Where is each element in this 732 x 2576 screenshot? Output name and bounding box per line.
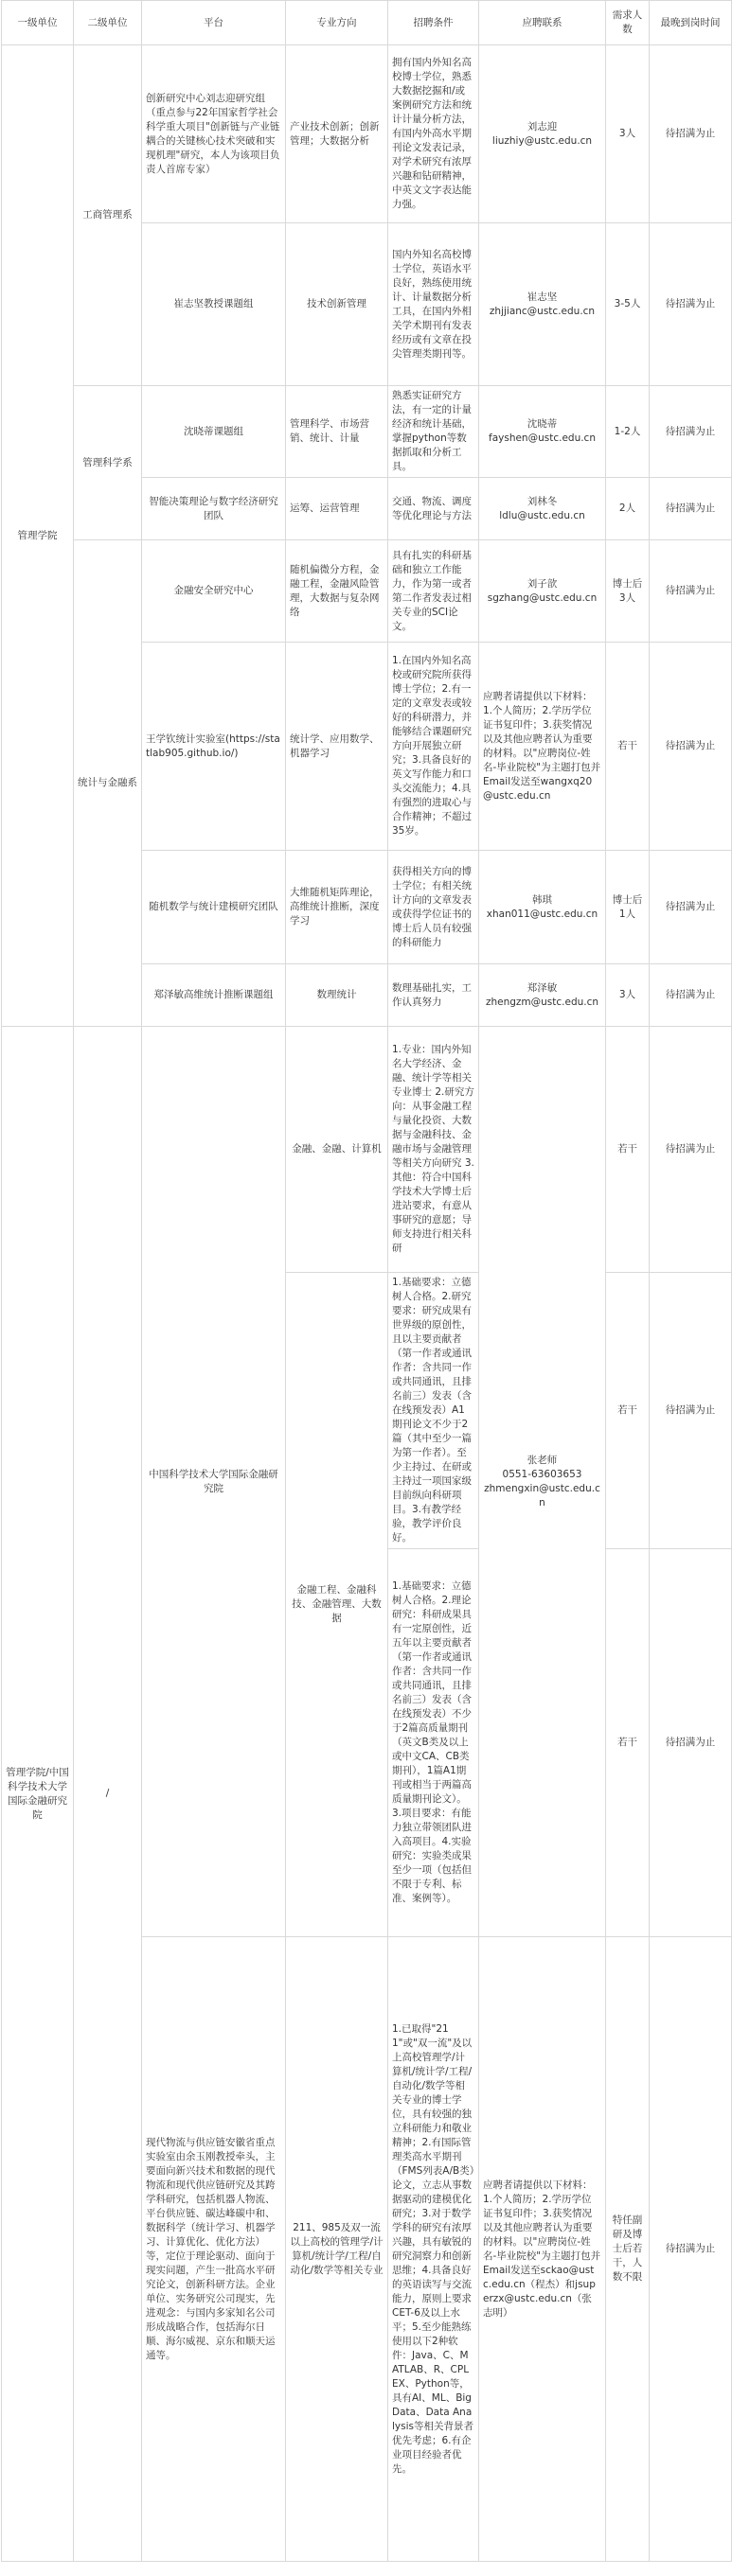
table-row: [2, 386, 732, 478]
requirement-cell: 交通、物流、调度等优化理论与方法: [388, 478, 479, 540]
requirement-cell: 熟悉实证研究方法，有一定的计量经济和统计基础，掌握python等数据抓取和分析工具。: [388, 386, 479, 478]
header-cell: 最晚到岗时间: [650, 1, 732, 45]
unit-l2-cell: 工商管理系: [74, 45, 142, 386]
contact-cell: 刘子歆 sgzhang@ustc.edu.cn: [479, 540, 606, 643]
platform-cell: 郑泽敏高维统计推断课题组: [142, 964, 286, 1027]
headcount-cell: 3人: [606, 45, 650, 223]
unit-l2-cell: 统计与金融系: [74, 540, 142, 1027]
direction-cell: 管理科学、市场营销、统计、计量: [286, 386, 388, 478]
headcount-cell: 若干: [606, 643, 650, 851]
header-cell: 需求人数: [606, 1, 650, 45]
platform-cell: 随机数学与统计建模研究团队: [142, 851, 286, 964]
direction-cell: 数理统计: [286, 964, 388, 1027]
header-cell: 应聘联系: [479, 1, 606, 45]
table-row: [2, 45, 732, 223]
requirement-cell: 1.基础要求：立德树人合格。2.研究要求：研究成果有世界级的原创性，且以主要贡献者（第一作者或通讯作者：含共同一作或共同通讯，且排名前三）发表（含在线预发表）A1期刊论文不少于2篇（其中至少一篇为第一作者）。至少主持过、在研或主持过一项国家级目前纵向科研项目。3.有教学经验，教学评价良好。: [388, 1273, 479, 1549]
requirement-cell: 国内外知名高校博士学位，英语水平良好，熟练使用统计、计量数据分析工具，在国内外相关学术期刊有发表经历或有文章在投尖管理类期刊等。: [388, 223, 479, 386]
direction-cell: 金融工程、金融科技、金融管理、大数据: [286, 1273, 388, 1937]
contact-cell: 刘志迎 liuzhiy@ustc.edu.cn: [479, 45, 606, 223]
platform-cell: 智能决策理论与数字经济研究团队: [142, 478, 286, 540]
headcount-cell: 1-2人: [606, 386, 650, 478]
contact-cell: 崔志坚 zhjjianc@ustc.edu.cn: [479, 223, 606, 386]
contact-cell: 韩琪 xhan011@ustc.edu.cn: [479, 851, 606, 964]
deadline-cell: 待招满为止: [650, 223, 732, 386]
headcount-cell: 3-5人: [606, 223, 650, 386]
requirement-cell: 拥有国内外知名高校博士学位，熟悉大数据挖掘和/或案例研究方法和统计计量分析方法，有国内外高水平期刊论文发表记录，对学术研究有浓厚兴趣和钻研精神，中英文文字表达能力强。: [388, 45, 479, 223]
platform-cell: 王学钦统计实验室(https://statlab905.github.io/): [142, 643, 286, 851]
deadline-cell: 待招满为止: [650, 386, 732, 478]
platform-cell: 中国科学技术大学国际金融研究院: [142, 1027, 286, 1937]
requirement-cell: 1.专业：国内外知名大学经济、金融、统计学等相关专业博士 2.研究方向：从事金融工程与量化投资、大数据与金融科技、金融市场与金融管理等相关方向研究 3.其他：符合中国科学技术大学博士后进站要求，有意从事研究的意愿；导师支持进行相关科研: [388, 1027, 479, 1273]
deadline-cell: 待招满为止: [650, 1549, 732, 1937]
headcount-cell: 博士后1人: [606, 851, 650, 964]
requirement-cell: 数理基础扎实，工作认真努力: [388, 964, 479, 1027]
headcount-cell: 若干: [606, 1273, 650, 1549]
direction-cell: 运筹、运营管理: [286, 478, 388, 540]
recruitment-table: [1, 0, 732, 2562]
table-header-row: [2, 1, 732, 45]
contact-cell: 应聘者请提供以下材料：1.个人简历；2.学历学位证书复印件；3.获奖情况以及其他应聘者认为重要的材料。以"应聘岗位-姓名-毕业院校"为主题打包并Email发送至wangxq20@ustc.edu.cn: [479, 643, 606, 851]
contact-cell: 郑泽敏 zhengzm@ustc.edu.cn: [479, 964, 606, 1027]
header-cell: 招聘条件: [388, 1, 479, 45]
headcount-cell: 若干: [606, 1549, 650, 1937]
requirement-cell: 获得相关方向的博士学位；有相关统计方向的文章发表或获得学位证书的博士后人员有较强的科研能力: [388, 851, 479, 964]
header-cell: 二级单位: [74, 1, 142, 45]
contact-cell: 张老师 0551-63603653 zhmengxin@ustc.edu.cn: [479, 1027, 606, 1937]
requirement-cell: 1.已取得"211"或"双一流"及以上高校管理学/计算机/统计学/工程/自动化/数学等相关专业的博士学位，具有较强的独立科研能力和敬业精神；2.有国际管理类高水平期刊（FMS列表A/B类）论文，立志从事数据驱动的建模优化研究；3.对于数学学科的研究有浓厚兴趣，具有敏锐的研究洞察力和创新思维；4.具备良好的英语读写与交流能力，原则上要求CET-6及以上水平；5.至少能熟练使用以下2种软件：Java、C、MATLAB、R、CPLEX、Python等，具有AI、ML、Big Data、Data Analysis等相关背景者优先考虑；6.有企业项目经验者优先。: [388, 1937, 479, 2562]
direction-cell: 金融、金融、计算机: [286, 1027, 388, 1273]
headcount-cell: 2人: [606, 478, 650, 540]
headcount-cell: 特任副研及博士后若干，人数不限: [606, 1937, 650, 2562]
header-cell: 平台: [142, 1, 286, 45]
direction-cell: 产业技术创新；创新管理；大数据分析: [286, 45, 388, 223]
unit-l1-cell: 管理学院: [2, 45, 74, 1027]
platform-cell: 金融安全研究中心: [142, 540, 286, 643]
deadline-cell: 待招满为止: [650, 540, 732, 643]
headcount-cell: 3人: [606, 964, 650, 1027]
platform-cell: 沈晓蒂课题组: [142, 386, 286, 478]
requirement-cell: 具有扎实的科研基础和独立工作能力，作为第一或者第二作者发表过相关专业的SCI论文。: [388, 540, 479, 643]
contact-cell: 应聘者请提供以下材料：1.个人简历；2.学历学位证书复印件；3.获奖情况以及其他应聘者认为重要的材料。以"应聘岗位-姓名-毕业院校"为主题打包并Email发送至sckao@ustc.edu.cn（程杰）和jsuperzx@ustc.edu.cn（张志明）: [479, 1937, 606, 2562]
header-cell: 专业方向: [286, 1, 388, 45]
unit-l2-cell: 管理科学系: [74, 386, 142, 540]
deadline-cell: 待招满为止: [650, 964, 732, 1027]
deadline-cell: 待招满为止: [650, 1273, 732, 1549]
deadline-cell: 待招满为止: [650, 478, 732, 540]
table-row: [2, 540, 732, 643]
direction-cell: 统计学、应用数学、机器学习: [286, 643, 388, 851]
direction-cell: 随机偏微分方程，金融工程，金融风险管理，大数据与复杂网络: [286, 540, 388, 643]
deadline-cell: 待招满为止: [650, 851, 732, 964]
direction-cell: 211、985及双一流以上高校的管理学/计算机/统计学/工程/自动化/数学等相关专业: [286, 1937, 388, 2562]
table-row: [2, 1027, 732, 1273]
deadline-cell: 待招满为止: [650, 643, 732, 851]
platform-cell: 创新研究中心刘志迎研究组（重点参与22年国家哲学社会科学重大项目"创新链与产业链耦合的关键核心技术突破和实现机理"研究，本人为该项目负责人首席专家）: [142, 45, 286, 223]
direction-cell: 技术创新管理: [286, 223, 388, 386]
requirement-cell: 1.在国内外知名高校或研究院所获得博士学位；2.有一定的文章发表或较好的科研潜力，并能够结合课题研究方向开展独立研究；3.具备良好的英文写作能力和口头交流能力；4.具有强烈的进取心与合作精神；不超过35岁。: [388, 643, 479, 851]
deadline-cell: 待招满为止: [650, 1937, 732, 2562]
direction-cell: 大维随机矩阵理论，高维统计推断，深度学习: [286, 851, 388, 964]
deadline-cell: 待招满为止: [650, 45, 732, 223]
requirement-cell: 1.基础要求：立德树人合格。2.理论研究：科研成果具有一定原创性，近五年以主要贡献者（第一作者或通讯作者：含共同一作或共同通讯，且排名前三）发表（含在线预发表）不少于2篇高质量期刊（英文B类及以上或中文CA、CB类期刊），1篇A1期刊或相当于两篇高质量期刊论文）。3.项目要求：有能力独立带领团队进入高项目。4.实验研究：实验类成果至少一项（包括但不限于专利、标准、案例等）。: [388, 1549, 479, 1937]
platform-cell: 现代物流与供应链安徽省重点实验室由余玉刚教授牵头，主要面向新兴技术和数据的现代物流和现代供应链研究及其跨学科研究，包括机器人物流、平台供应链、碳达峰碳中和、数据科学（统计学习、机器学习、计算优化、优化方法）等，定位于理论驱动、面向于现实问题，产生一批高水平研究论文，创新科研方法。企业单位、实务研究公司现实，先进观念：与国内多家知名公司形成战略合作，包括海尔日顺、海尔威视、京东和顺天运通等。: [142, 1937, 286, 2562]
unit-l1-cell: 管理学院/中国科学技术大学国际金融研究院: [2, 1027, 74, 2562]
platform-cell: 崔志坚教授课题组: [142, 223, 286, 386]
unit-l2-cell: /: [74, 1027, 142, 2562]
contact-cell: 刘林冬 ldlu@ustc.edu.cn: [479, 478, 606, 540]
header-cell: 一级单位: [2, 1, 74, 45]
deadline-cell: 待招满为止: [650, 1027, 732, 1273]
headcount-cell: 博士后3人: [606, 540, 650, 643]
contact-cell: 沈晓蒂 fayshen@ustc.edu.cn: [479, 386, 606, 478]
headcount-cell: 若干: [606, 1027, 650, 1273]
